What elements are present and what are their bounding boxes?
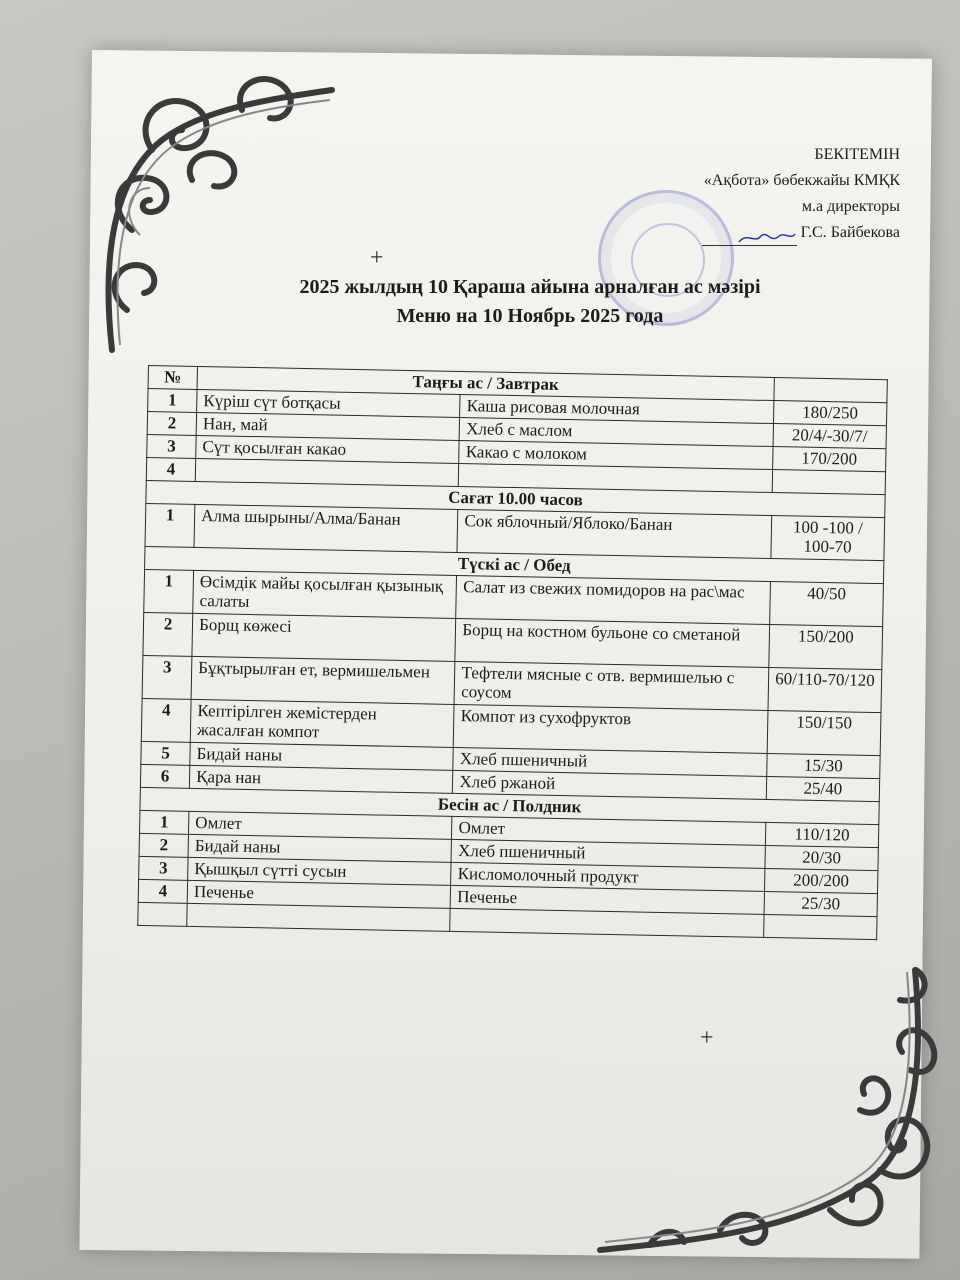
menu-title-kz: 2025 жылдың 10 Қараша айына арналған ас мәзірі [299, 276, 761, 298]
portion: 40/50 [769, 581, 883, 626]
dish-kz: Печенье [187, 880, 451, 908]
portion: 170/200 [772, 447, 886, 472]
portion: 150/150 [767, 710, 881, 755]
row-number: 1 [140, 810, 189, 834]
dish-ru: Борщ на костном бульоне со сметаной [455, 618, 769, 667]
dish-kz: Қара нан [189, 765, 453, 793]
section-title: Түскі ас / Обед [145, 546, 884, 583]
portion: 25/30 [764, 891, 878, 916]
dish-ru: Хлеб ржаной [453, 770, 767, 799]
portion: 60/110-70/120 [768, 667, 882, 712]
dish-kz: Нан, май [196, 412, 460, 440]
row-number: 6 [140, 764, 189, 788]
section-title: Бесін ас / Полдник [140, 787, 879, 824]
num-header: № [148, 366, 197, 390]
row-number: 2 [147, 412, 196, 436]
menu-title-ru: Меню на 10 Ноябрь 2025 года [396, 305, 664, 327]
menu-table [137, 365, 888, 940]
cross-mark: + [370, 245, 384, 271]
portion: 20/30 [765, 845, 879, 870]
approval-organization: «Ақбота» бөбекжайы КМҚК [703, 172, 900, 189]
portion: 100 -100 / 100-70 [771, 515, 885, 560]
dish-kz: Қышқыл сүтті сусын [188, 857, 452, 885]
dish-kz: Бидай наны [188, 834, 452, 862]
dish-ru: Кисломолочный продукт [451, 862, 765, 891]
section-title: Сағат 10.00 часов [146, 480, 885, 517]
approval-position: м.а директоры [801, 198, 900, 215]
row-number: 4 [141, 698, 191, 742]
dish-ru: Компот из сухофруктов [454, 704, 768, 753]
dish-kz: Бидай наны [190, 742, 454, 770]
row-number: 3 [139, 856, 188, 880]
approval-signatory [702, 220, 900, 246]
dish-ru: Салат из свежих помидоров на рас\мас [456, 575, 770, 624]
section-title: Таңғы ас / Завтрак [197, 366, 774, 400]
qty-cell [774, 378, 888, 403]
portion: 25/40 [766, 776, 880, 801]
row-number: 2 [143, 612, 193, 656]
row-number: 3 [147, 434, 196, 458]
dish-ru: Хлеб с маслом [460, 417, 774, 446]
row-number: 2 [139, 833, 188, 857]
dish-kz: Омлет [189, 811, 453, 839]
approval-heading: БЕКІТЕМІН [814, 146, 900, 163]
portion [772, 470, 886, 495]
row-number: 1 [148, 389, 197, 413]
dish-kz: Бұқтырылған ет, вермишельмен [191, 656, 455, 704]
portion: 200/200 [764, 868, 878, 893]
approval-block [702, 142, 900, 246]
dish-ru: Каша рисовая молочная [460, 395, 774, 424]
portion: 110/120 [765, 822, 879, 847]
dish-ru: Хлеб пшеничный [451, 839, 765, 868]
portion: 20/4/-30/7/ [773, 424, 887, 449]
row-number: 5 [141, 741, 190, 765]
row-number: 1 [144, 569, 194, 613]
dish-kz: Кептірілген жемістерден жасалған компот [190, 699, 454, 747]
row-number: 4 [138, 879, 187, 903]
portion: 180/250 [773, 401, 887, 426]
dish-kz: Алма шырыны/Алма/Банан [194, 504, 458, 552]
dish-ru: Хлеб пшеничный [453, 747, 767, 776]
dish-kz: Күріш сүт ботқасы [197, 389, 461, 417]
dish-ru: Какао с молоком [459, 440, 773, 469]
portion [763, 914, 877, 939]
row-number: 1 [145, 503, 195, 547]
dish-ru: Омлет [452, 816, 766, 845]
portion: 150/200 [769, 624, 883, 669]
cross-mark: + [700, 1025, 714, 1051]
dish-ru: Печенье [451, 885, 765, 914]
dish-kz: Борщ көжесі [192, 613, 456, 661]
row-number: 4 [146, 457, 195, 481]
portion: 15/30 [767, 753, 881, 778]
signature-icon [702, 229, 797, 246]
row-number [138, 902, 187, 926]
dish-ru: Тефтели мясные с отв. вермишелью с соусом [454, 661, 768, 710]
dish-ru: Сок яблочный/Яблоко/Банан [457, 509, 771, 558]
dish-kz: Сүт қосылған какао [196, 435, 460, 463]
signatory-name: Г.С. Байбекова [800, 224, 900, 241]
row-number: 3 [142, 655, 192, 699]
corner-ornament-bottom-right-icon [580, 960, 940, 1260]
dish-kz: Өсімдік майы қосылған қызынық салаты [193, 570, 457, 618]
dish-kz [187, 903, 451, 931]
